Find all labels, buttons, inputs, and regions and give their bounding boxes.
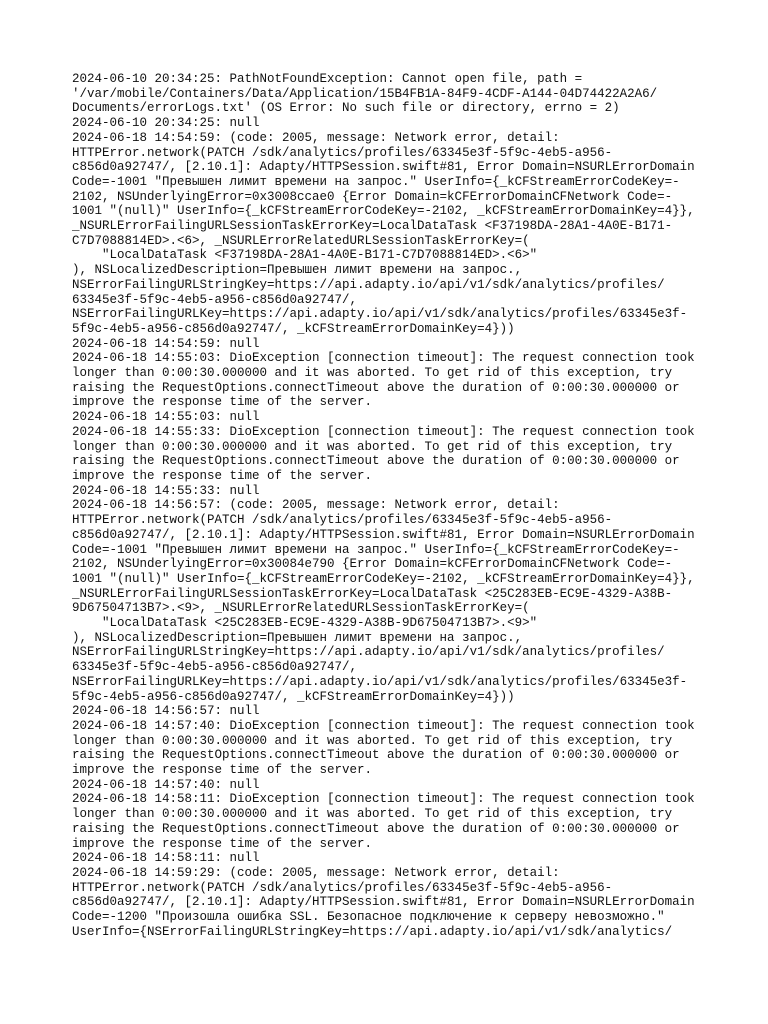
log-line: Code=-1200 "Произошла ошибка SSL. Безопасное подключение к серверу невозможно." [72,910,665,925]
log-line: 2024-06-18 14:54:59: null [72,336,260,351]
log-line: 9D67504713B7>.<9>, _NSURLErrorRelatedURLSessionTaskErrorKey=( [72,601,530,616]
log-line: Code=-1001 "Превышен лимит времени на запрос." UserInfo={_kCFStreamErrorCodeKey=- [72,174,680,189]
log-line: c856d0a92747/, [2.10.1]: Adapty/HTTPSession.swift#81, Error Domain=NSURLErrorDomain [72,160,695,175]
log-line: '/var/mobile/Containers/Data/Application/15B4FB1A-84F9-4CDF-A144-04D74422A2A6/ [72,86,658,101]
log-line: _NSURLErrorFailingURLSessionTaskErrorKey=LocalDataTask <25C283EB-EC9E-4329-A38B- [72,586,673,601]
log-line: 2024-06-18 14:57:40: null [72,777,260,792]
log-line: 2024-06-18 14:58:11: null [72,851,260,866]
log-line: NSErrorFailingURLStringKey=https://api.adapty.io/api/v1/sdk/analytics/profiles/ [72,277,665,292]
log-line: 2024-06-18 14:59:29: (code: 2005, message: Network error, detail: [72,865,560,880]
log-line: longer than 0:00:30.000000 and it was aborted. To get rid of this exception, try [72,366,673,381]
log-line: raising the RequestOptions.connectTimeout above the duration of 0:00:30.000000 or [72,380,680,395]
log-line: raising the RequestOptions.connectTimeout above the duration of 0:00:30.000000 or [72,821,680,836]
log-line: NSErrorFailingURLKey=https://api.adapty.io/api/v1/sdk/analytics/profiles/63345e3f- [72,307,688,322]
log-line: _NSURLErrorFailingURLSessionTaskErrorKey=LocalDataTask <F37198DA-28A1-4A0E-B171- [72,219,673,234]
log-line: UserInfo={NSErrorFailingURLStringKey=https://api.adapty.io/api/v1/sdk/analytics/ [72,924,673,939]
log-line: 2024-06-10 20:34:25: PathNotFoundException: Cannot open file, path = [72,72,583,86]
log-line: raising the RequestOptions.connectTimeout above the duration of 0:00:30.000000 or [72,454,680,469]
log-line: 2024-06-18 14:54:59: (code: 2005, message: Network error, detail: [72,130,560,145]
log-line: "LocalDataTask <25C283EB-EC9E-4329-A38B-9D67504713B7>.<9>" [72,616,538,631]
log-line: "LocalDataTask <F37198DA-28A1-4A0E-B171-C7D7088814ED>.<6>" [72,248,538,263]
log-line: 5f9c-4eb5-a956-c856d0a92747/, _kCFStreamErrorDomainKey=4})) [72,689,515,704]
log-line: HTTPError.network(PATCH /sdk/analytics/profiles/63345e3f-5f9c-4eb5-a956- [72,145,613,160]
log-line: Documents/errorLogs.txt' (OS Error: No such file or directory, errno = 2) [72,101,620,116]
log-line: 2024-06-18 14:55:33: DioException [connection timeout]: The request connection took [72,424,695,439]
log-line: 1001 "(null)" UserInfo={_kCFStreamErrorCodeKey=-2102, _kCFStreamErrorDomainKey=4}}, [72,571,695,586]
log-line: 2024-06-18 14:57:40: DioException [connection timeout]: The request connection took [72,718,695,733]
log-line: longer than 0:00:30.000000 and it was aborted. To get rid of this exception, try [72,439,673,454]
log-line: longer than 0:00:30.000000 and it was aborted. To get rid of this exception, try [72,807,673,822]
log-line: improve the response time of the server. [72,395,373,410]
log-line: 5f9c-4eb5-a956-c856d0a92747/, _kCFStreamErrorDomainKey=4})) [72,321,515,336]
log-line: 2102, NSUnderlyingError=0x3008ccae0 {Error Domain=kCFErrorDomainCFNetwork Code=- [72,189,673,204]
log-line: 1001 "(null)" UserInfo={_kCFStreamErrorCodeKey=-2102, _kCFStreamErrorDomainKey=4}}, [72,204,695,219]
log-line: HTTPError.network(PATCH /sdk/analytics/profiles/63345e3f-5f9c-4eb5-a956- [72,880,613,895]
log-line: improve the response time of the server. [72,836,373,851]
log-line: c856d0a92747/, [2.10.1]: Adapty/HTTPSession.swift#81, Error Domain=NSURLErrorDomain [72,527,695,542]
log-line: HTTPError.network(PATCH /sdk/analytics/profiles/63345e3f-5f9c-4eb5-a956- [72,513,613,528]
log-line: NSErrorFailingURLKey=https://api.adapty.io/api/v1/sdk/analytics/profiles/63345e3f- [72,674,688,689]
log-line: 63345e3f-5f9c-4eb5-a956-c856d0a92747/, [72,660,358,675]
log-line: 2024-06-18 14:56:57: (code: 2005, message: Network error, detail: [72,498,560,513]
log-line: 2024-06-18 14:55:03: null [72,410,260,425]
log-line: raising the RequestOptions.connectTimeout above the duration of 0:00:30.000000 or [72,748,680,763]
log-line: ), NSLocalizedDescription=Превышен лимит времени на запрос., [72,263,523,278]
log-line: longer than 0:00:30.000000 and it was aborted. To get rid of this exception, try [72,733,673,748]
log-line: C7D7088814ED>.<6>, _NSURLErrorRelatedURLSessionTaskErrorKey=( [72,233,530,248]
log-line: ), NSLocalizedDescription=Превышен лимит времени на запрос., [72,630,523,645]
log-line: 2024-06-10 20:34:25: null [72,116,260,131]
log-line: 2024-06-18 14:55:03: DioException [connection timeout]: The request connection took [72,351,695,366]
log-line: 2024-06-18 14:56:57: null [72,704,260,719]
error-log-page [72,72,702,939]
log-line: 2024-06-18 14:58:11: DioException [connection timeout]: The request connection took [72,792,695,807]
log-line: 63345e3f-5f9c-4eb5-a956-c856d0a92747/, [72,292,358,307]
log-line: 2102, NSUnderlyingError=0x30084e790 {Error Domain=kCFErrorDomainCFNetwork Code=- [72,557,673,572]
log-line: NSErrorFailingURLStringKey=https://api.adapty.io/api/v1/sdk/analytics/profiles/ [72,645,665,660]
log-line: improve the response time of the server. [72,763,373,778]
log-line: Code=-1001 "Превышен лимит времени на запрос." UserInfo={_kCFStreamErrorCodeKey=- [72,542,680,557]
log-line: 2024-06-18 14:55:33: null [72,483,260,498]
log-line: c856d0a92747/, [2.10.1]: Adapty/HTTPSession.swift#81, Error Domain=NSURLErrorDomain [72,895,695,910]
log-line: improve the response time of the server. [72,468,373,483]
